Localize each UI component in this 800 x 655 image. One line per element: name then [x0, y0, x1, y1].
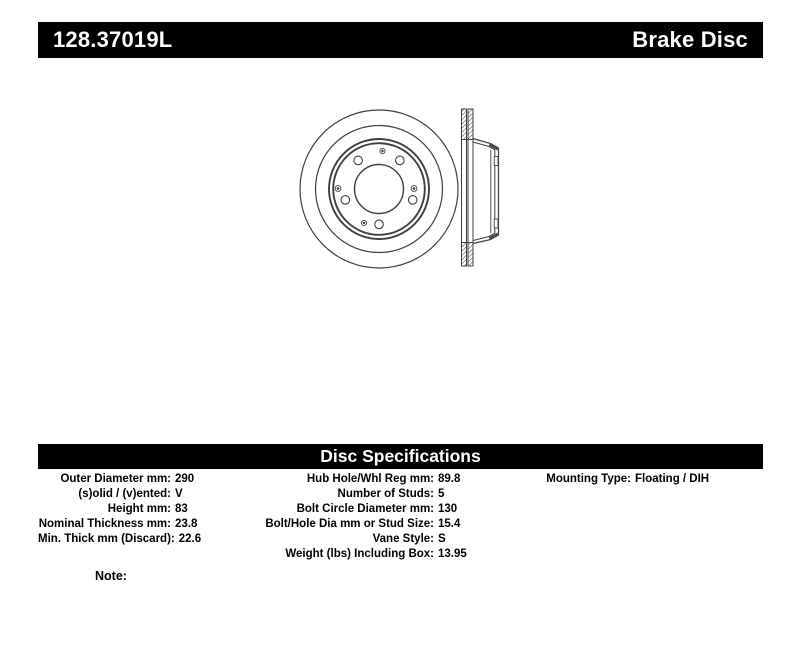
rotor-plates [462, 109, 474, 266]
stud-hole [354, 156, 363, 165]
spec-label: Hub Hole/Whl Reg mm: [306, 473, 434, 485]
disc-outer-edge [300, 110, 458, 268]
spec-row-vane-style [238, 532, 510, 547]
specs-column-right [510, 472, 763, 562]
stud-holes [341, 156, 417, 229]
spec-label: Outer Diameter mm: [60, 473, 171, 485]
spec-value: 83 [175, 503, 188, 515]
spec-label: Mounting Type: [546, 473, 631, 485]
spec-value: Floating / DIH [635, 473, 710, 485]
spec-value: 15.4 [438, 518, 461, 530]
spec-label: Weight (lbs) Including Box: [285, 548, 434, 560]
section-title: Disc Specifications [320, 446, 481, 466]
stud-hole [375, 220, 384, 229]
disc-side-view [462, 109, 499, 266]
stud-hole [341, 196, 350, 205]
spec-value: 89.8 [438, 473, 461, 485]
spec-row-weight [238, 547, 510, 562]
disc-front-view [300, 110, 458, 268]
specs-column-middle [238, 472, 510, 562]
spec-row-hub-hole [238, 472, 510, 487]
spec-label: Min. Thick mm (Discard): [38, 533, 175, 545]
spec-value: 22.6 [178, 533, 202, 545]
spec-value: 13.95 [438, 548, 467, 560]
spec-row-bolt-hole-dia [238, 517, 510, 532]
spec-row-min-thickness [38, 532, 238, 547]
section-title-bar [38, 444, 763, 469]
spec-row-outer-diameter [38, 472, 238, 487]
center-hub-hole [355, 165, 404, 214]
spec-label: Number of Studs: [337, 488, 434, 500]
spec-value: 290 [175, 473, 195, 485]
note-label: Note: [95, 569, 127, 583]
spec-value: 130 [438, 503, 458, 515]
spec-row-mounting-type [510, 472, 763, 487]
spec-row-number-of-studs [238, 487, 510, 502]
spec-label: Vane Style: [372, 533, 434, 545]
specs-column-left [38, 472, 238, 562]
part-number: 128.37019L [53, 27, 173, 52]
spec-row-nominal-thickness [38, 517, 238, 532]
product-type-title: Brake Disc [632, 27, 748, 52]
spec-row-height [38, 502, 238, 517]
spec-row-solid-vented [38, 487, 238, 502]
braking-surface-inner-edge [316, 126, 443, 253]
hat-face-detail-top [494, 157, 498, 166]
stud-hole [408, 196, 417, 205]
spec-label: Nominal Thickness mm: [38, 518, 171, 530]
hat-face-detail-bottom [494, 219, 498, 228]
spec-value: V [175, 488, 183, 500]
spec-label: Bolt/Hole Dia mm or Stud Size: [265, 518, 434, 530]
spec-value: 5 [438, 488, 445, 500]
spec-value: S [438, 533, 446, 545]
spec-row-bolt-circle-diameter [238, 502, 510, 517]
specs-table [38, 472, 763, 562]
spec-label: (s)olid / (v)ented: [78, 488, 171, 500]
spec-value: 23.8 [175, 518, 198, 530]
stud-hole [396, 156, 405, 165]
spec-label: Bolt Circle Diameter mm: [296, 503, 434, 515]
spec-label: Height mm: [107, 503, 171, 515]
